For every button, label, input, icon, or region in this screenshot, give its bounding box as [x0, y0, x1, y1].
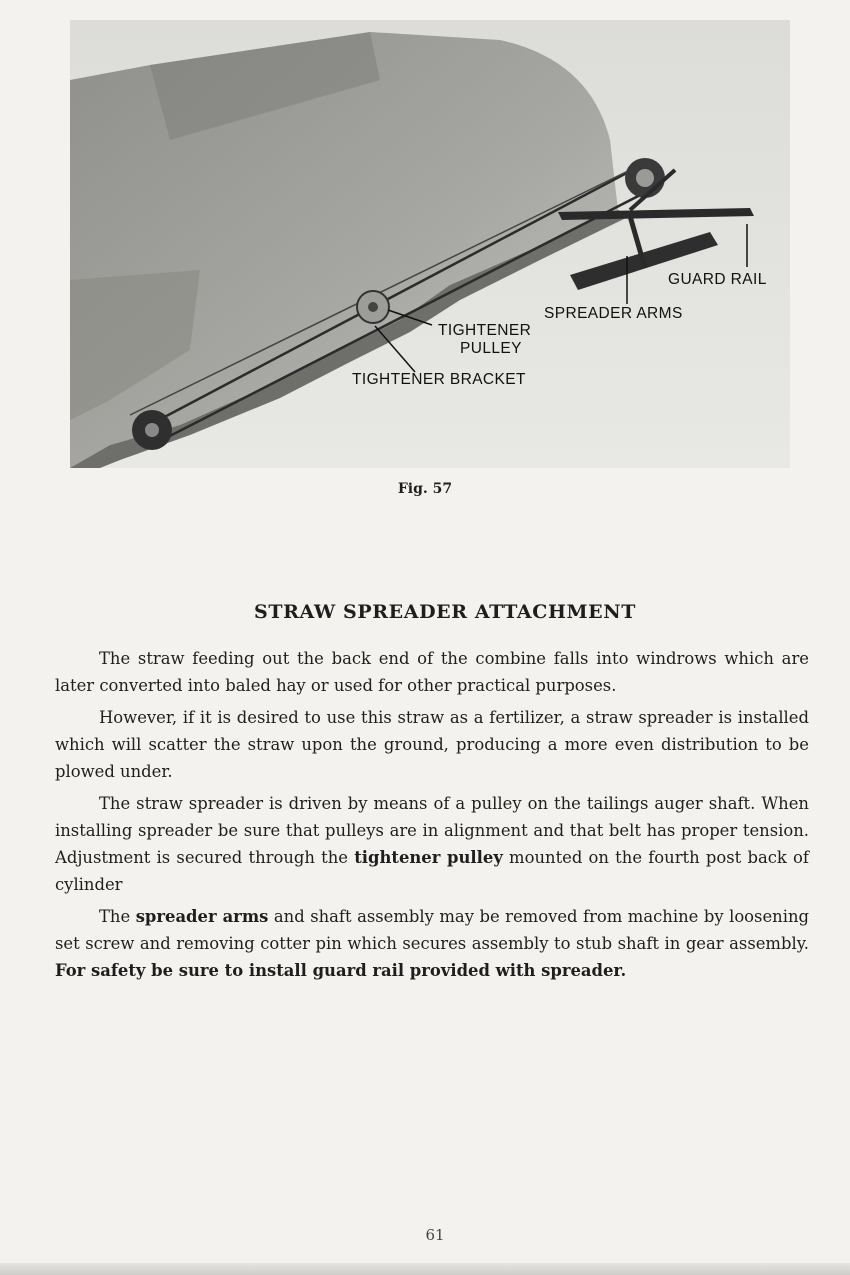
page-bottom-edge: [0, 1263, 850, 1275]
body-text: [55, 645, 809, 989]
paragraph-3: [55, 790, 809, 898]
paragraph-3-text-b: mounted on the fourth post back of cylinder: [55, 848, 809, 894]
label-tightener-bracket: TIGHTENER BRACKET: [352, 371, 526, 388]
page-number: 61: [425, 1226, 445, 1244]
section-heading: STRAW SPREADER ATTACHMENT: [254, 601, 636, 623]
label-spreader-arms: SPREADER ARMS: [544, 305, 683, 322]
paragraph-4-bold-1: spreader arms: [135, 907, 269, 926]
combine-photo-illustration: [70, 20, 790, 468]
figure-photo: [70, 20, 790, 468]
label-guard-rail: GUARD RAIL: [668, 271, 767, 288]
paragraph-3-bold: tightener pulley: [354, 848, 503, 867]
label-tightener-pulley-line1: TIGHTENER: [438, 322, 532, 339]
figure-caption: Fig. 57: [397, 481, 453, 497]
label-tightener-pulley-line2: PULLEY: [460, 340, 522, 357]
paragraph-3-text-a: The straw spreader is driven by means of a pulley on the tailings auger shaft. When installing spreader be sure that pulleys are in alignment and that belt has proper tension. Adjustment is secured through the: [55, 794, 809, 867]
paragraph-1: The straw feeding out the back end of the combine falls into windrows which are later converted into baled hay or used for other practical purposes.: [55, 649, 809, 695]
paragraph-4-text-b: and shaft assembly may be removed from machine by loosening set screw and removing cotter pin which secures assembly to stub shaft in gear assembly.: [55, 907, 810, 953]
paragraph-4: [55, 903, 809, 984]
paragraph-4-text-a: The: [99, 907, 136, 926]
paragraph-4-bold-2: For safety be sure to install guard rail provided with spreader.: [55, 961, 627, 980]
paragraph-2: However, if it is desired to use this straw as a fertilizer, a straw spreader is installed which will scatter the straw upon the ground, producing a more even distribution to be plowed under.: [55, 708, 809, 781]
